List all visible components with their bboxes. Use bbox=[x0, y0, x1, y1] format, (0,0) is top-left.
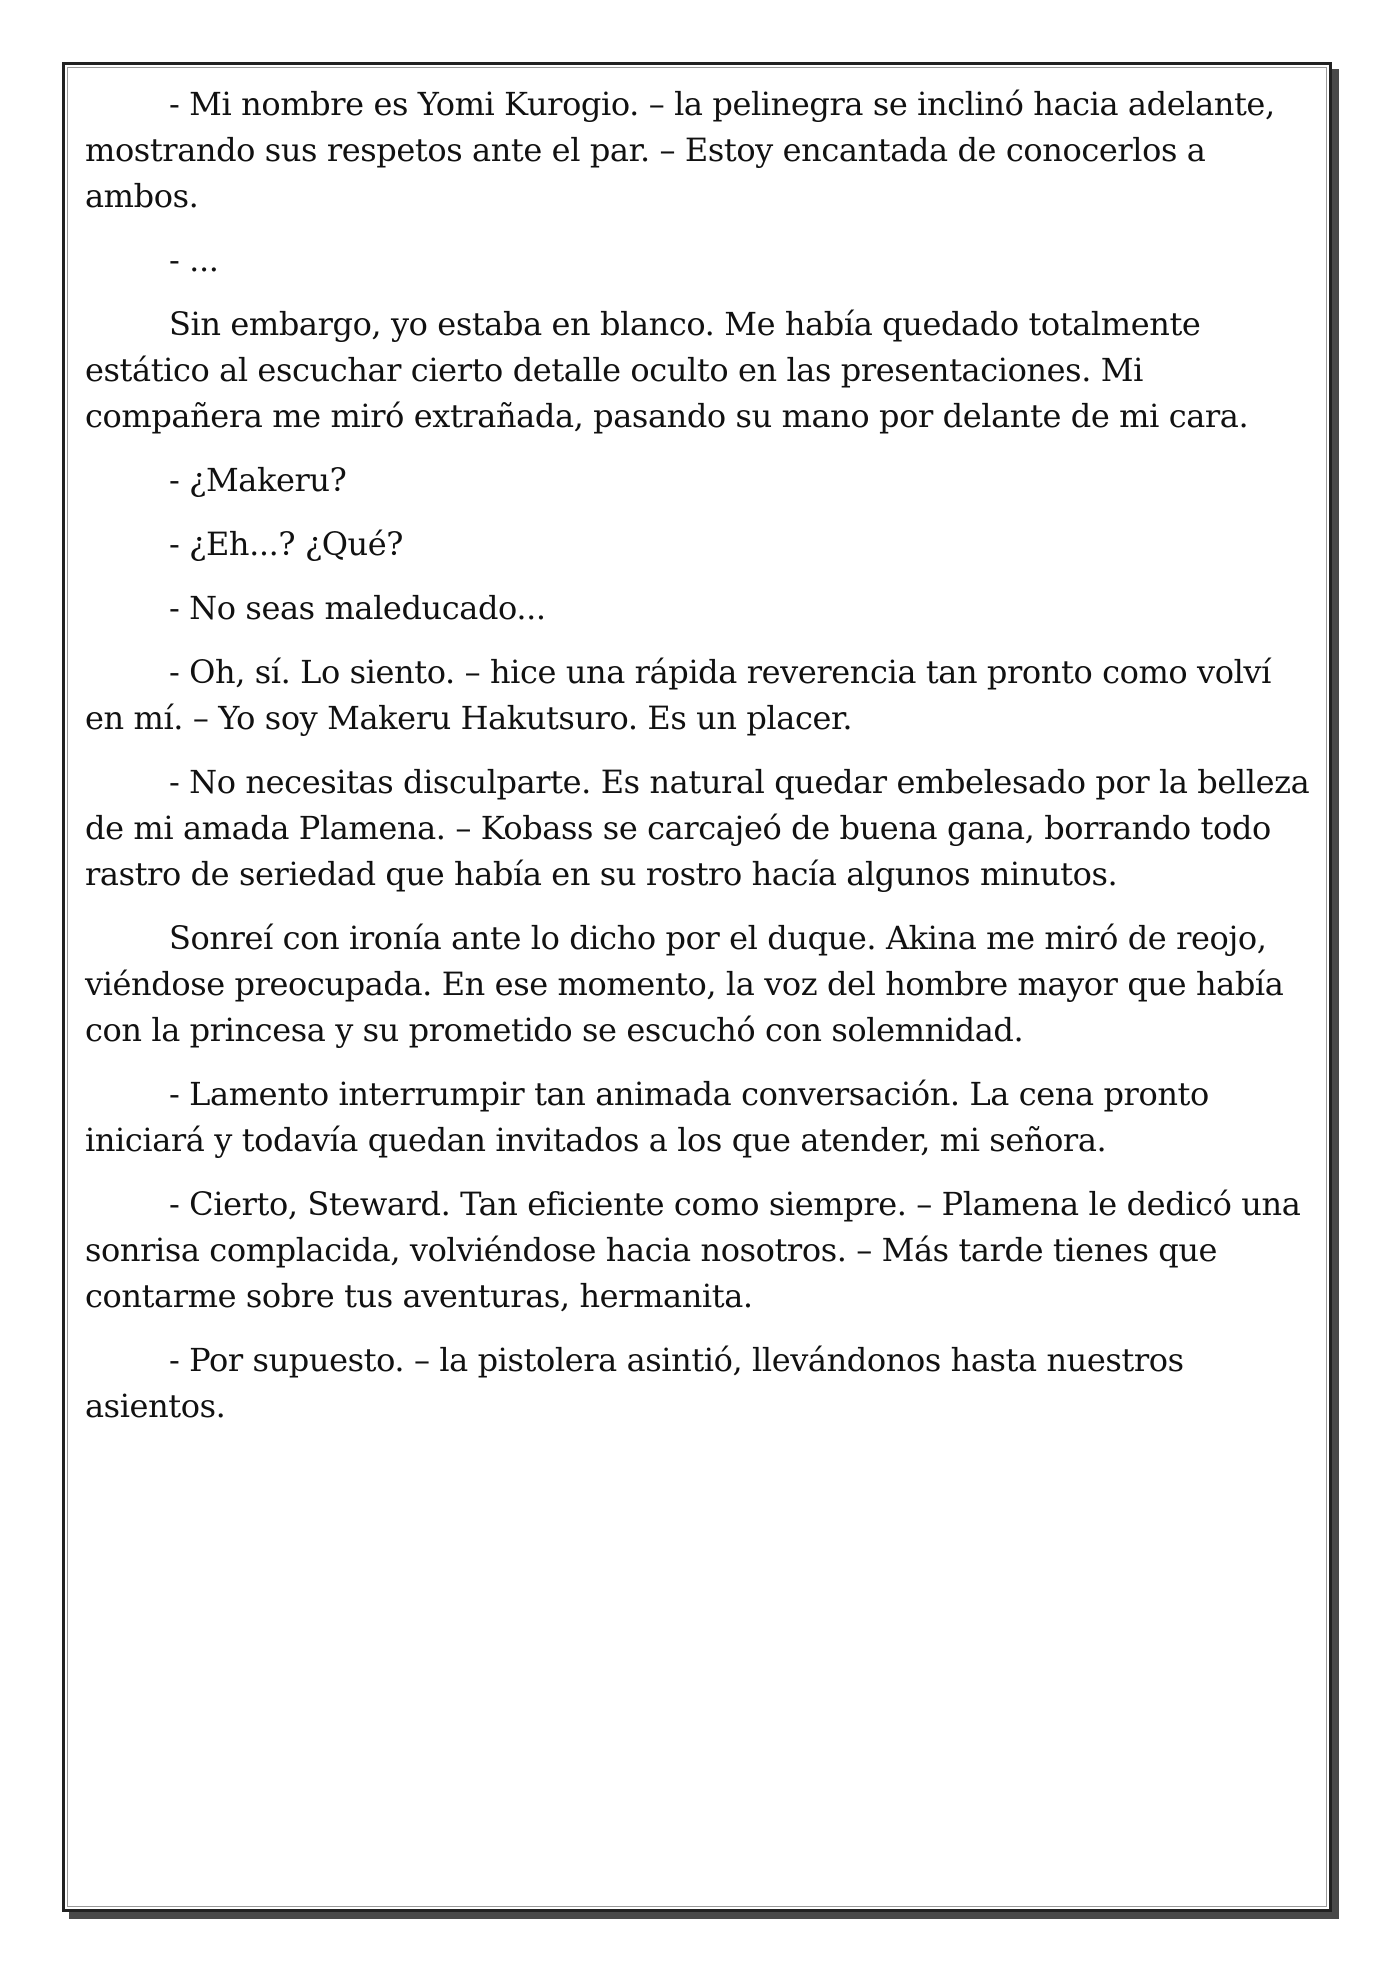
paragraph: - Oh, sí. Lo siento. – hice una rápida reverencia tan pronto como volví en mí. – Yo soy Makeru Hakutsuro. Es un placer. bbox=[85, 653, 1271, 737]
paragraph: - ... bbox=[169, 241, 219, 279]
paragraph: - ¿Eh...? ¿Qué? bbox=[169, 525, 404, 563]
page-frame bbox=[62, 62, 1332, 1912]
document-body bbox=[85, 81, 1317, 1447]
paragraph: Sin embargo, yo estaba en blanco. Me había quedado totalmente estático al escuchar cierto detalle oculto en las presentaciones. Mi compañera me miró extrañada, pasando su mano por delante de mi cara. bbox=[85, 305, 1249, 435]
paragraph: - Lamento interrumpir tan animada conversación. La cena pronto iniciará y todavía quedan invitados a los que atender, mi señora. bbox=[85, 1075, 1209, 1159]
paragraph: - ¿Makeru? bbox=[169, 461, 347, 499]
paragraph: - No necesitas disculparte. Es natural quedar embelesado por la belleza de mi amada Plamena. – Kobass se carcajeó de buena gana, borrando todo rastro de seriedad que había en su rostro hacía algunos minutos. bbox=[85, 763, 1310, 893]
paragraph: - Por supuesto. – la pistolera asintió, llevándonos hasta nuestros asientos. bbox=[85, 1341, 1184, 1425]
paragraph: - No seas maleducado... bbox=[169, 589, 546, 627]
paragraph: - Mi nombre es Yomi Kurogio. – la pelinegra se inclinó hacia adelante, mostrando sus respetos ante el par. – Estoy encantada de conocerlos a ambos. bbox=[85, 85, 1275, 215]
paragraph: Sonreí con ironía ante lo dicho por el duque. Akina me miró de reojo, viéndose preocupada. En ese momento, la voz del hombre mayor que había con la princesa y su prometido se escuchó con solemnidad. bbox=[85, 919, 1284, 1049]
paragraph: - Cierto, Steward. Tan eficiente como siempre. – Plamena le dedicó una sonrisa complacida, volviéndose hacia nosotros. – Más tarde tienes que contarme sobre tus aventuras, hermanita. bbox=[85, 1185, 1301, 1315]
